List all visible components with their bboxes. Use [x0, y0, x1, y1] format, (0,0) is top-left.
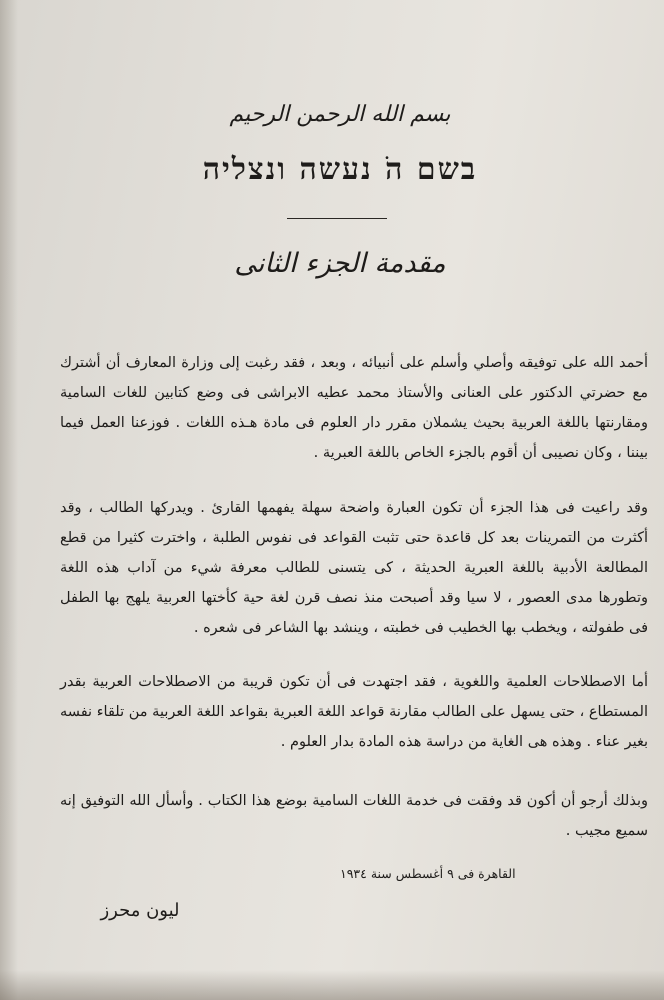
paragraph-2: وقد راعيت فى هذا الجزء أن تكون العبارة واضحة سهلة يفهمها القارئ . ويدركها الطالب ، وقد أكثرت من التمرينات بعد كل قاعدة حتى تثبت القواعد فى نفوس الطلبة ، واخترت كثيرا من قطع المطالعة الأدبية باللغة العبرية الحديثة ، كى يتسنى للطالب معرفة شيء من آداب هذه اللغة وتطورها مدى العصور ، لا سيا وقد أصبحت منذ نصف قرن لغة حية كأختها العربية يلهج بها الطفل فى طفولته ، ويخطب بها الخطيب فى خطبته ، وينشد بها الشاعر فى شعره .	[60, 500, 648, 636]
page-title: مقدمة الجزء الثانى	[234, 248, 446, 279]
author-signature: ليون محرز	[100, 900, 180, 921]
hebrew-invocation: בשם הֹ נעשה ונצליה	[202, 152, 478, 187]
paragraph-4: وبذلك أرجو أن أكون قد وفقت فى خدمة اللغات السامية بوضع هذا الكتاب . وأسأل الله التوفيق إنه سميع مجيب .	[60, 793, 648, 839]
dateline: القاهرة فى ٩ أغسطس سنة ١٩٣٤	[340, 866, 516, 881]
basmala-line: بسم الله الرحمن الرحيم	[229, 102, 451, 127]
paragraph-3: أما الاصطلاحات العلمية واللغوية ، فقد اجتهدت فى أن تكون قريبة من الاصطلاحات العربية بقدر المستطاع ، حتى يسهل على الطالب مقارنة قواعد اللغة العبرية بقواعد اللغة العربية من تلقاء نفسه بغير عناء . وهذه هى الغاية من دراسة هذه المادة بدار العلوم .	[60, 674, 648, 750]
page-bottom-shadow	[0, 970, 664, 1000]
paragraph-1: أحمد الله على توفيقه وأصلي وأسلم على أنبيائه ، وبعد ، فقد رغبت إلى وزارة المعارف أن أشترك مع حضرتي الدكتور على العنانى والأستاذ محمد عطيه الابراشى فى وضع كتابين للغات السامية ومقارنتها باللغة العربية بحيث يشملان مقرر دار العلوم فى مادة هـذه اللغات . فوزعنا العمل فيما بيننا ، وكان نصيبى أن أقوم بالجزء الخاص باللغة العبرية .	[60, 355, 648, 461]
page-gutter-shadow	[0, 0, 18, 1000]
separator-rule	[287, 218, 387, 219]
